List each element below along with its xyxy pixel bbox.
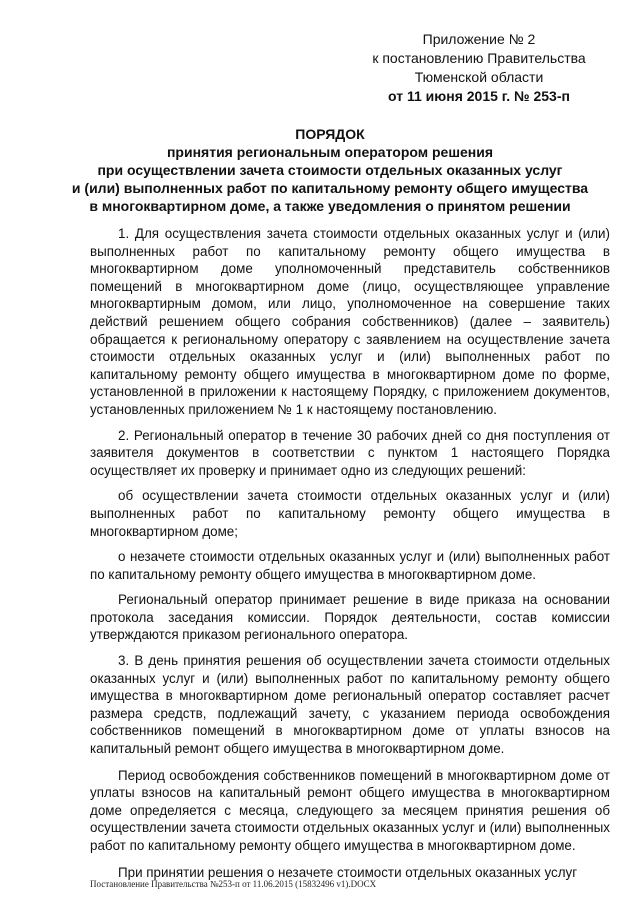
appendix-number: Приложение № 2 bbox=[422, 31, 536, 47]
paragraph: При принятии решения о незачете стоимости отдельных оказанных услуг bbox=[118, 864, 578, 880]
document-body bbox=[90, 225, 610, 889]
title-line: и (или) выполненных работ по капитальному ремонту общего имущества bbox=[71, 180, 589, 196]
paragraph: об осуществлении зачета стоимости отдельных оказанных услуг и (или) выполненных работ по капитальному ремонту общего имущества в многоквартирном доме; bbox=[90, 488, 610, 539]
appendix-reference: к постановлению Правительства bbox=[372, 50, 586, 66]
paragraph: о незачете стоимости отдельных оказанных услуг и (или) выполненных работ по капитальному ремонту общего имущества в многоквартирном доме. bbox=[90, 549, 610, 582]
title-line: при осуществлении зачета стоимости отдельных оказанных услуг bbox=[97, 162, 563, 178]
title-line: принятия региональным оператором решения bbox=[166, 144, 494, 160]
paragraph: 1. Для осуществления зачета стоимости отдельных оказанных услуг и (или) выполненных работ по капитальному ремонту общего имущества в многоквартирном доме уполномоченный представитель собственников помещений в многоквартирном доме (лицо, осуществляющее управление многоквартирным домом, или лицо, уполномоченное на совершение таких действий решением общего собрания собственников) (далее – заявитель) обращается к региональному оператору с заявлением на осуществление зачета стоимости отдельных оказанных услуг и (или) выполненных работ по капитальному ремонту общего имущества в многоквартирном доме по форме, установленной в приложении к настоящему Порядку, с приложением документов, установленных приложением № 1 к настоящему постановлению. bbox=[90, 226, 610, 417]
paragraph: 2. Региональный оператор в течение 30 рабочих дней со дня поступления от заявителя документов в соответствии с пунктом 1 настоящего Порядка осуществляет их проверку и принимает одно из следующих решений: bbox=[90, 427, 610, 478]
paragraph: 3. В день принятия решения об осуществлении зачета стоимости отдельных оказанных услуг и (или) выполненных работ по капитальному ремонту общего имущества в многоквартирном доме региональный оператор составляет расчет размера средств, подлежащий зачету, с указанием периода освобождения собственников помещений в многоквартирном доме от уплаты взносов на капитальный ремонт общего имущества в многоквартирном доме. bbox=[90, 653, 610, 757]
paragraph: Региональный оператор принимает решение в виде приказа на основании протокола заседания комиссии. Порядок деятельности, состав комиссии утверждаются приказом регионального оператора. bbox=[90, 592, 610, 643]
paragraph: Период освобождения собственников помещений в многоквартирном доме от уплаты взносов на капитальный ремонт общего имущества в многоквартирном доме определяется с месяца, следующего за месяцем принятия решения об осуществлении зачета стоимости отдельных оказанных услуг и (или) выполненных работ по капитальному ремонту общего имущества в многоквартирном доме. bbox=[90, 767, 610, 853]
title-line: ПОРЯДОК bbox=[295, 126, 365, 142]
document-title bbox=[60, 125, 600, 215]
appendix-date: от 11 июня 2015 г. № 253-п bbox=[388, 88, 570, 104]
document-footer: Постановление Правительства №253-п от 11.06.2015 (15832496 v1).DOCX bbox=[90, 879, 377, 889]
appendix-header bbox=[354, 30, 604, 106]
title-line: в многоквартирном доме, а также уведомления о принятом решении bbox=[89, 198, 571, 214]
appendix-region: Тюменской области bbox=[414, 69, 544, 85]
